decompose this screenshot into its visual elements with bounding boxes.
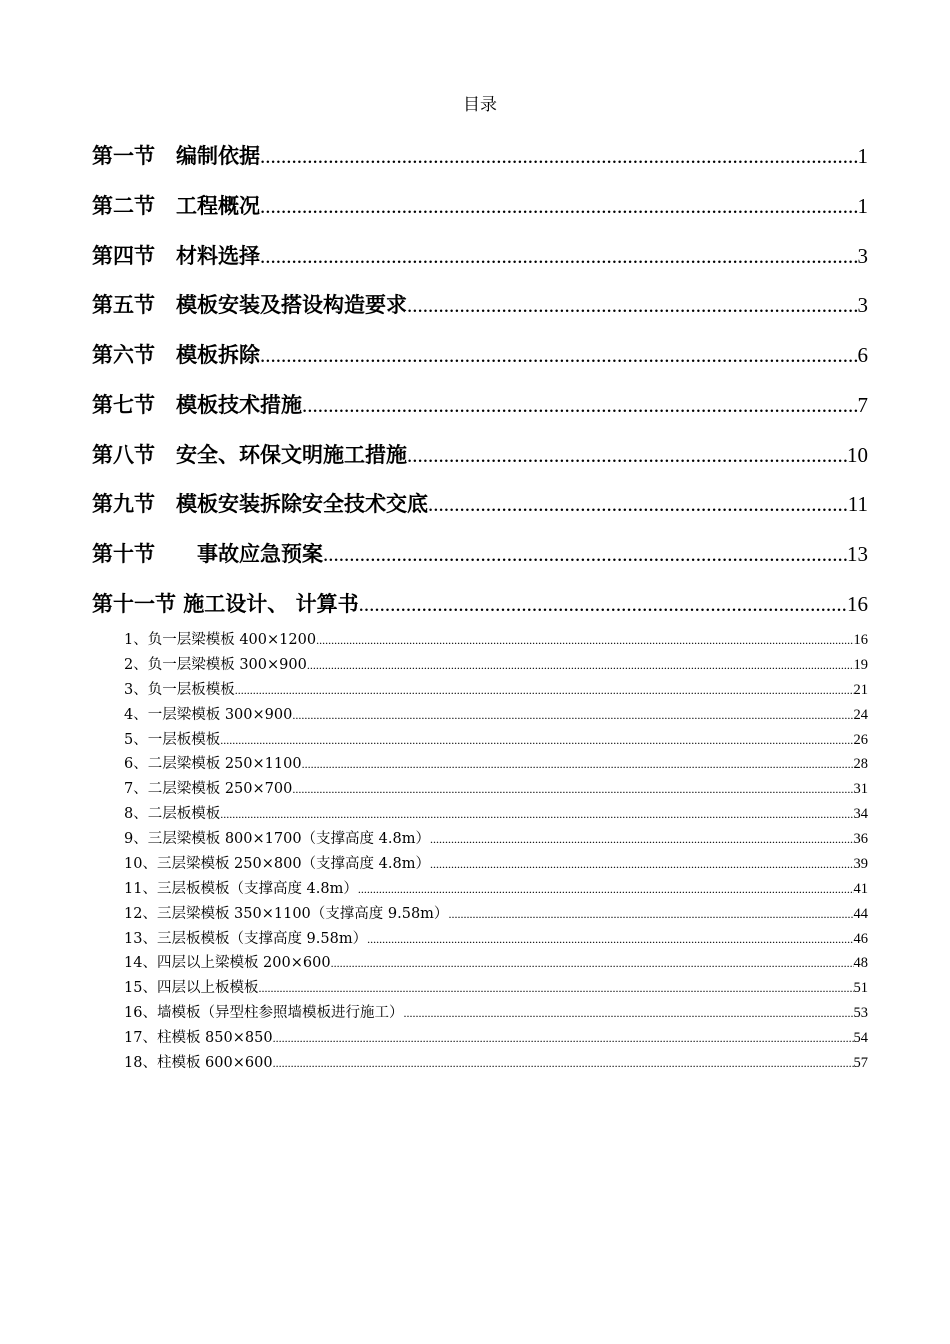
dot-leader (220, 733, 853, 748)
toc-subsection[interactable] (124, 927, 868, 949)
toc-page-number: 24 (853, 707, 868, 723)
dot-leader (323, 542, 847, 567)
toc-page-number: 34 (853, 806, 868, 822)
toc-section[interactable] (92, 389, 868, 419)
toc-page-number: 31 (853, 781, 868, 797)
toc-section[interactable] (92, 289, 868, 319)
toc-page-number: 44 (853, 906, 868, 922)
toc-section-label: 第四节 材料选择 (92, 244, 260, 268)
toc-page-number: 36 (853, 831, 868, 847)
dot-leader (367, 932, 853, 947)
toc-subsection-label: 5、一层板模板 (124, 732, 221, 748)
dot-leader (260, 244, 858, 269)
dot-leader (292, 708, 853, 723)
toc-page-number: 53 (853, 1005, 868, 1021)
toc-section-label: 第六节 模板拆除 (92, 343, 260, 367)
toc-page-number: 19 (853, 657, 868, 673)
dot-leader (220, 807, 853, 822)
toc-page-number: 51 (853, 980, 868, 996)
toc-page-number: 6 (857, 343, 868, 367)
toc-subsection-label: 12、三层梁模板 350×1100（支撑高度 9.58m） (124, 906, 449, 922)
toc-page-number: 13 (847, 542, 868, 566)
toc-page-number: 26 (853, 732, 868, 748)
dot-leader (358, 882, 854, 897)
dot-leader (273, 1056, 854, 1071)
toc-subsection[interactable] (124, 678, 868, 700)
toc-page-number: 1 (857, 194, 868, 218)
toc-section-label: 第二节 工程概况 (92, 194, 260, 218)
dot-leader (407, 443, 847, 468)
toc-subsection-label: 14、四层以上梁模板 200×600 (124, 955, 331, 971)
toc-page-number: 11 (847, 492, 868, 516)
toc-section-label: 第十一节 施工设计、 计算书 (92, 592, 359, 616)
toc-subsection[interactable] (124, 951, 868, 973)
toc-section-label: 第十节 事故应急预案 (92, 542, 323, 566)
toc-subsection[interactable] (124, 802, 868, 824)
toc-subsection-label: 2、负一层梁模板 300×900 (124, 657, 307, 673)
toc-subsection[interactable] (124, 703, 868, 725)
toc-subsection-label: 8、二层板模板 (124, 806, 221, 822)
dot-leader (258, 981, 853, 996)
toc-subsection-label: 17、柱模板 850×850 (124, 1030, 273, 1046)
toc-section[interactable] (92, 538, 868, 568)
toc-subsection-label: 13、三层板模板（支撑高度 9.58m） (124, 931, 368, 947)
toc-page-number: 3 (857, 244, 868, 268)
toc-section[interactable] (92, 190, 868, 220)
toc-subsection[interactable] (124, 902, 868, 924)
toc-section-label: 第九节 模板安装拆除安全技术交底 (92, 492, 428, 516)
toc-page-number: 1 (857, 144, 868, 168)
toc-subsection-label: 7、二层梁模板 250×700 (124, 781, 293, 797)
toc-subsection-label: 4、一层梁模板 300×900 (124, 707, 293, 723)
toc-page-number: 41 (853, 881, 868, 897)
toc-subsection[interactable] (124, 728, 868, 750)
toc-subsection-label: 1、负一层梁模板 400×1200 (124, 632, 317, 648)
dot-leader (407, 293, 858, 318)
dot-leader (307, 658, 854, 673)
toc-subsection[interactable] (124, 777, 868, 799)
dot-leader (273, 1031, 854, 1046)
toc-subsection-label: 11、三层板模板（支撑高度 4.8m） (124, 881, 358, 897)
toc-page-number: 28 (853, 756, 868, 772)
toc-section-label: 第五节 模板安装及搭设构造要求 (92, 293, 407, 317)
toc-page-number: 3 (857, 293, 868, 317)
dot-leader (331, 956, 854, 971)
toc-page-number: 48 (853, 955, 868, 971)
toc-section-label: 第八节 安全、环保文明施工措施 (92, 443, 407, 467)
toc-subsection-label: 6、二层梁模板 250×1100 (124, 756, 302, 772)
dot-leader (428, 492, 848, 517)
toc-section[interactable] (92, 439, 868, 469)
dot-leader (430, 857, 854, 872)
toc-subsection-label: 10、三层梁模板 250×800（支撑高度 4.8m） (124, 856, 430, 872)
dot-leader (448, 907, 853, 922)
toc-section-label: 第一节 编制依据 (92, 144, 260, 168)
toc-subsection[interactable] (124, 827, 868, 849)
dot-leader (302, 393, 858, 418)
toc-section[interactable] (92, 588, 868, 618)
toc-section[interactable] (92, 240, 868, 270)
toc-subsection[interactable] (124, 976, 868, 998)
toc-subsection-label: 16、墙模板（异型柱参照墙模板进行施工） (124, 1005, 404, 1021)
toc-page-number: 39 (853, 856, 868, 872)
toc-section[interactable] (92, 140, 868, 170)
toc-subsection[interactable] (124, 628, 868, 650)
dot-leader (260, 144, 858, 169)
toc-page-number: 46 (853, 931, 868, 947)
dot-leader (260, 194, 858, 219)
toc-section-label: 第七节 模板技术措施 (92, 393, 302, 417)
toc-title: 目录 (463, 95, 497, 115)
dot-leader (403, 1006, 853, 1021)
toc-subsection-label: 3、负一层板模板 (124, 682, 235, 698)
toc-page-number: 16 (847, 592, 868, 616)
toc-page-number: 16 (853, 632, 868, 648)
toc-subsection-label: 9、三层梁模板 800×1700（支撑高度 4.8m） (124, 831, 430, 847)
toc-subsection[interactable] (124, 752, 868, 774)
dot-leader (359, 592, 847, 617)
dot-leader (292, 782, 853, 797)
toc-page-number: 54 (853, 1030, 868, 1046)
toc-page-number: 10 (847, 443, 868, 467)
toc-page-number: 21 (853, 682, 868, 698)
toc-section[interactable] (92, 488, 868, 518)
toc-subsection[interactable] (124, 852, 868, 874)
toc-subsection-label: 15、四层以上板模板 (124, 980, 259, 996)
toc-subsection[interactable] (124, 653, 868, 675)
dot-leader (302, 757, 854, 772)
toc-subsection-label: 18、柱模板 600×600 (124, 1055, 273, 1071)
dot-leader (430, 832, 854, 847)
toc-subsection[interactable] (124, 1001, 868, 1023)
toc-subsection[interactable] (124, 877, 868, 899)
toc-page-number: 7 (857, 393, 868, 417)
dot-leader (235, 683, 854, 698)
toc-subsection[interactable] (124, 1051, 868, 1073)
dot-leader (260, 343, 858, 368)
toc-subsection[interactable] (124, 1026, 868, 1048)
dot-leader (316, 633, 853, 648)
toc-page-number: 57 (853, 1055, 868, 1071)
toc-section[interactable] (92, 339, 868, 369)
